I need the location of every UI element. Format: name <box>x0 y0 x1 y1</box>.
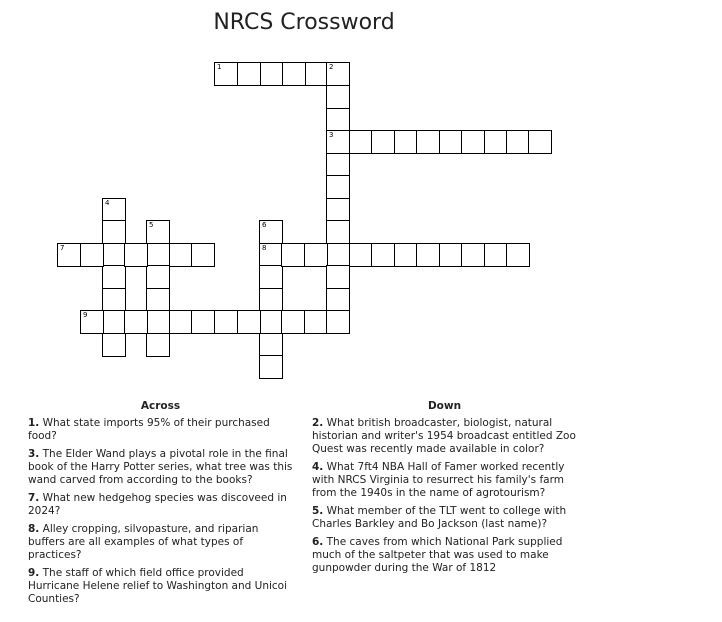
down-clue <box>312 417 580 456</box>
grid-cell[interactable] <box>371 130 395 154</box>
clue-number: 4. <box>312 461 324 473</box>
grid-cell[interactable] <box>394 130 418 154</box>
grid-cell[interactable] <box>102 333 126 357</box>
grid-cell[interactable] <box>326 220 350 244</box>
clue-text: What new hedgehog species was discoveed in 2024? <box>28 492 287 517</box>
grid-cell[interactable] <box>237 310 261 334</box>
grid-cell[interactable] <box>102 265 126 289</box>
clue-text: What state imports 95% of their purchased food? <box>28 417 270 442</box>
across-clue <box>28 567 296 606</box>
grid-cell[interactable] <box>214 62 238 86</box>
clue-text: What 7ft4 NBA Hall of Famer worked recently with NRCS Virginia to resurrect his family's farm from the 1940s in the name of agrotourism? <box>312 461 565 499</box>
clue-text: The staff of which field office provided Hurricane Helene relief to Washington and Unicoi Counties? <box>28 567 288 605</box>
grid-cell[interactable] <box>259 243 283 267</box>
grid-cell[interactable] <box>191 243 215 267</box>
grid-cell[interactable] <box>259 333 283 357</box>
grid-cell[interactable] <box>102 310 126 334</box>
grid-cell[interactable] <box>259 265 283 289</box>
clue-text: The caves from which National Park supplied much of the saltpeter that was used to make gunpowder during the War of 1812 <box>312 536 563 574</box>
across-clues <box>28 417 296 611</box>
cell-number: 8 <box>262 244 267 252</box>
grid-cell[interactable] <box>326 310 350 334</box>
clue-number: 8. <box>28 523 40 535</box>
cell-number: 3 <box>329 131 334 139</box>
grid-cell[interactable] <box>146 288 170 312</box>
clue-text: Alley cropping, silvopasture, and riparian buffers are all examples of what types of practices? <box>28 523 259 561</box>
grid-cell[interactable] <box>304 243 328 267</box>
grid-cell[interactable] <box>326 288 350 312</box>
grid-cell[interactable] <box>394 243 418 267</box>
clue-number: 7. <box>28 492 40 504</box>
grid-cell[interactable] <box>281 243 305 267</box>
clue-number: 3. <box>28 448 40 460</box>
grid-cell[interactable] <box>326 85 350 109</box>
across-heading: Across <box>140 400 181 412</box>
grid-cell[interactable] <box>259 288 283 312</box>
clue-text: What member of the TLT went to college with Charles Barkley and Bo Jackson (last name)? <box>312 505 567 530</box>
grid-cell[interactable] <box>260 62 284 86</box>
grid-cell[interactable] <box>282 62 306 86</box>
grid-cell[interactable] <box>484 130 508 154</box>
grid-cell[interactable] <box>326 265 350 289</box>
grid-cell[interactable] <box>461 243 485 267</box>
across-clue <box>28 417 296 443</box>
cell-number: 2 <box>329 63 334 71</box>
grid-cell[interactable] <box>259 220 283 244</box>
clue-text: What british broadcaster, biologist, natural historian and writer's 1954 broadcast entitled Zoo Quest was recently made available in color? <box>312 417 576 455</box>
clue-number: 2. <box>312 417 324 429</box>
grid-cell[interactable] <box>416 243 440 267</box>
grid-cell[interactable] <box>146 220 170 244</box>
cell-number: 7 <box>60 244 65 252</box>
grid-cell[interactable] <box>57 243 81 267</box>
grid-cell[interactable] <box>191 310 215 334</box>
grid-cell[interactable] <box>237 62 261 86</box>
grid-cell[interactable] <box>102 220 126 244</box>
grid-cell[interactable] <box>439 243 463 267</box>
grid-cell[interactable] <box>124 310 148 334</box>
grid-cell[interactable] <box>371 243 395 267</box>
grid-cell[interactable] <box>326 198 350 222</box>
down-clues <box>312 417 580 580</box>
clue-text: The Elder Wand plays a pivotal role in the final book of the Harry Potter series, what tree was this wand carved from according to the books? <box>28 448 293 486</box>
grid-cell[interactable] <box>169 243 193 267</box>
grid-cell[interactable] <box>304 310 328 334</box>
grid-cell[interactable] <box>169 310 193 334</box>
clue-number: 6. <box>312 536 324 548</box>
grid-cell[interactable] <box>259 310 283 334</box>
across-clue <box>28 492 296 518</box>
grid-cell[interactable] <box>146 310 170 334</box>
cell-number: 4 <box>105 199 110 207</box>
across-clue <box>28 448 296 487</box>
grid-cell[interactable] <box>326 175 350 199</box>
grid-cell[interactable] <box>484 243 508 267</box>
clue-number: 1. <box>28 417 40 429</box>
grid-cell[interactable] <box>281 310 305 334</box>
grid-cell[interactable] <box>326 130 350 154</box>
down-clue <box>312 536 580 575</box>
grid-cell[interactable] <box>80 310 104 334</box>
grid-cell[interactable] <box>326 108 350 132</box>
page-title: NRCS Crossword <box>213 10 395 35</box>
grid-cell[interactable] <box>102 198 126 222</box>
grid-cell[interactable] <box>416 130 440 154</box>
grid-cell[interactable] <box>326 62 350 86</box>
cell-number: 1 <box>217 63 222 71</box>
grid-cell[interactable] <box>124 243 148 267</box>
grid-cell[interactable] <box>439 130 463 154</box>
down-clue <box>312 505 580 531</box>
grid-cell[interactable] <box>259 355 283 379</box>
cell-number: 5 <box>149 221 154 229</box>
grid-cell[interactable] <box>146 333 170 357</box>
clue-number: 9. <box>28 567 40 579</box>
grid-cell[interactable] <box>326 153 350 177</box>
down-clue <box>312 461 580 500</box>
cell-number: 6 <box>262 221 267 229</box>
grid-cell[interactable] <box>461 130 485 154</box>
across-clue <box>28 523 296 562</box>
grid-cell[interactable] <box>102 243 126 267</box>
grid-cell[interactable] <box>506 243 530 267</box>
grid-cell[interactable] <box>146 243 170 267</box>
cell-number: 9 <box>83 311 88 319</box>
grid-cell[interactable] <box>214 310 238 334</box>
grid-cell[interactable] <box>349 130 373 154</box>
grid-cell[interactable] <box>305 62 329 86</box>
grid-cell[interactable] <box>349 243 373 267</box>
down-heading: Down <box>427 400 462 412</box>
grid-cell[interactable] <box>80 243 104 267</box>
grid-cell[interactable] <box>146 265 170 289</box>
grid-cell[interactable] <box>102 288 126 312</box>
clue-number: 5. <box>312 505 324 517</box>
grid-cell[interactable] <box>506 130 530 154</box>
grid-cell[interactable] <box>528 130 552 154</box>
